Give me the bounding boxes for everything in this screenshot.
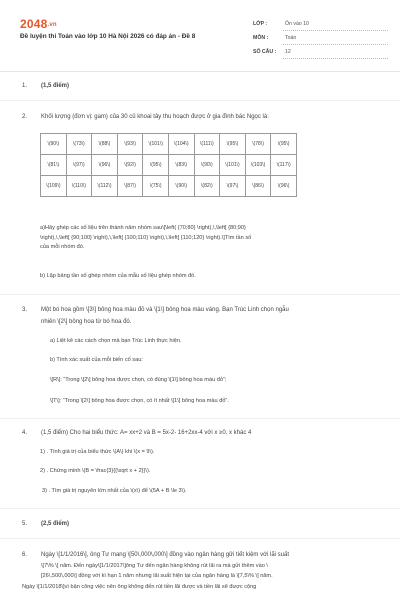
meta-row-subject bbox=[253, 31, 388, 44]
question-text: Một bó hoa gồm \[3\] bông hoa màu đỏ và \[1\] bông hoa màu vàng. Bạn Trúc Linh chọn ngẫu bbox=[41, 307, 289, 313]
question-1 bbox=[22, 82, 69, 91]
table-cell: \(109\) bbox=[41, 176, 67, 197]
table-cell: \(90\) bbox=[168, 176, 194, 197]
question-text: Ngày \[1/1/2016\], ông Tư mang \[50\,000\,000\] đồng vào ngân hàng gửi tiết kiệm với lãi suất bbox=[41, 552, 290, 558]
meta-value: 12 bbox=[285, 48, 291, 55]
question-2-part-a bbox=[40, 224, 251, 253]
document-meta bbox=[253, 17, 388, 59]
document-title: Đề luyện thi Toán vào lớp 10 Hà Nội 2026 có đáp án - Đề 8 bbox=[20, 33, 196, 40]
table-cell: \(81\) bbox=[41, 155, 67, 176]
question-text: (1,5 điểm) bbox=[41, 83, 70, 89]
table-cell: \(97\) bbox=[66, 155, 92, 176]
question-6-continued bbox=[41, 562, 273, 581]
question-number: 6. bbox=[22, 552, 28, 558]
table-cell: \(75\) bbox=[143, 176, 169, 197]
question-number: 4. bbox=[22, 430, 28, 436]
table-cell: \(73\) bbox=[66, 134, 92, 155]
table-cell: \(88\) bbox=[92, 134, 118, 155]
table-cell: \(112\) bbox=[92, 176, 118, 197]
table-cell: \(95\) bbox=[220, 134, 246, 155]
table-cell: \(117\) bbox=[271, 155, 297, 176]
question-separator bbox=[0, 294, 400, 295]
question-4 bbox=[22, 429, 251, 438]
table-cell: \(92\) bbox=[117, 155, 143, 176]
meta-value: Ôn vào 10 bbox=[285, 20, 309, 27]
question-6 bbox=[22, 551, 289, 560]
data-table bbox=[40, 133, 297, 197]
question-6-line: Ngày \[1/1/2018\]vì bận công việc nên ông không đến rút tiền lãi được và tiền lãi sẽ được cộng bbox=[22, 584, 257, 590]
question-separator bbox=[0, 100, 400, 101]
question-separator bbox=[0, 538, 400, 539]
table-cell: \(97\) bbox=[220, 176, 246, 197]
table-cell: \(111\) bbox=[194, 134, 220, 155]
question-4-part-1: 1) . Tính giá trị của biểu thức \(A\) khi \(x = 9\). bbox=[40, 449, 155, 455]
table-cell: \(96\) bbox=[271, 176, 297, 197]
question-number: 1. bbox=[22, 83, 28, 89]
table-cell: \(83\) bbox=[168, 155, 194, 176]
question-separator bbox=[0, 418, 400, 419]
logo-main: 2048 bbox=[20, 17, 48, 31]
meta-value: Toán bbox=[285, 34, 297, 41]
part-a-line: của mỗi nhóm đó. bbox=[40, 244, 85, 250]
table-cell: \(87\) bbox=[117, 176, 143, 197]
table-cell: \(90\) bbox=[41, 134, 67, 155]
table-cell: \(90\) bbox=[194, 155, 220, 176]
table-row bbox=[41, 134, 297, 155]
header bbox=[0, 0, 400, 70]
table-cell: \(96\) bbox=[92, 155, 118, 176]
meta-divider bbox=[283, 58, 388, 59]
question-3-event-r: \[R\]: “Trong \[2\] bông hoa được chọn, có đúng \[1\] bông hoa màu đỏ”; bbox=[50, 377, 227, 383]
logo-tld: .vn bbox=[47, 21, 57, 28]
question-text: Khối lượng (đơn vị: gam) của 30 củ khoai tây thu hoạch được ở gia đình bác Ngọc là: bbox=[41, 114, 269, 120]
question-separator bbox=[0, 508, 400, 509]
table-row bbox=[41, 155, 297, 176]
question-6-line: \[7\% \] năm. Đến ngày\[1/1/2017\]ông Tư đến ngân hàng không rút lãi ra mà gửi thêm vào \ bbox=[41, 563, 268, 569]
question-5 bbox=[22, 520, 69, 529]
question-4-part-2: 2) . Chứng minh \(B = \frac{3}{{\sqrt x + 2}}\). bbox=[40, 468, 151, 474]
meta-label: SỐ CÂU : bbox=[253, 48, 277, 55]
table-cell: \(104\) bbox=[168, 134, 194, 155]
question-3-part-b: b) Tính xác suất của mỗi biến cố sau: bbox=[50, 357, 143, 363]
question-number: 5. bbox=[22, 521, 28, 527]
question-number: 3. bbox=[22, 307, 28, 313]
table-cell: \(95\) bbox=[143, 155, 169, 176]
question-3-event-t: \[T\]: “Trong \[2\] bông hoa được chọn, có ít nhất \[1\] bông hoa màu đỏ”. bbox=[50, 398, 229, 404]
part-a-line: a)Hãy ghép các số liệu trên thành năm nhóm sau\[\left( {70;80} \right),\,\left[ {80;90} bbox=[40, 225, 246, 231]
question-6-line: [26\,500\,000\] đồng với kì hạn 1 năm nhưng lãi suất hiện tại của ngân hàng là \[7,5\% \] năm. bbox=[41, 572, 273, 579]
site-logo[interactable] bbox=[20, 17, 57, 31]
question-3 bbox=[22, 306, 289, 315]
table-cell: \(110\) bbox=[66, 176, 92, 197]
meta-row-class bbox=[253, 17, 388, 30]
table-cell: \(101\) bbox=[143, 134, 169, 155]
table-cell: \(82\) bbox=[194, 176, 220, 197]
meta-row-count bbox=[253, 45, 388, 58]
question-3-continued: nhiên \[2\] bông hoa từ bó hoa đó. bbox=[41, 319, 132, 325]
part-a-line: \right),\,\left[ {90;100} \right),\,\left[ {100;110} \right),\,\left[ {110;120} \right).\]Tìm tần số bbox=[40, 234, 252, 241]
table-cell: \(78\) bbox=[245, 134, 271, 155]
header-divider bbox=[0, 71, 400, 72]
question-3-part-a: a) Liệt kê các cách chọn mà bạn Trúc Linh thực hiện. bbox=[50, 338, 182, 344]
table-cell: \(103\) bbox=[245, 155, 271, 176]
meta-label: LỚP : bbox=[253, 20, 268, 27]
meta-label: MÔN : bbox=[253, 34, 269, 41]
table-cell: \(95\) bbox=[271, 134, 297, 155]
question-4-part-3: 3) . Tìm giá trị nguyên lớn nhất của \(x\) để \(5A + B \le 3\). bbox=[42, 488, 187, 494]
question-text: (1,5 điểm) Cho hai biểu thức: A= xx+2 và B = 5x-2- 16+2xx-4 với x ≥0, x khác 4 bbox=[41, 430, 252, 436]
question-number: 2. bbox=[22, 114, 28, 120]
table-cell: \(93\) bbox=[117, 134, 143, 155]
question-2 bbox=[22, 113, 269, 122]
table-cell: \(101\) bbox=[220, 155, 246, 176]
table-cell: \(86\) bbox=[245, 176, 271, 197]
table-row bbox=[41, 176, 297, 197]
question-2-part-b: b) Lập bảng tần số ghép nhóm của mẫu số liệu ghép nhóm đó. bbox=[40, 273, 196, 279]
question-text: (2,5 điểm) bbox=[41, 521, 70, 527]
